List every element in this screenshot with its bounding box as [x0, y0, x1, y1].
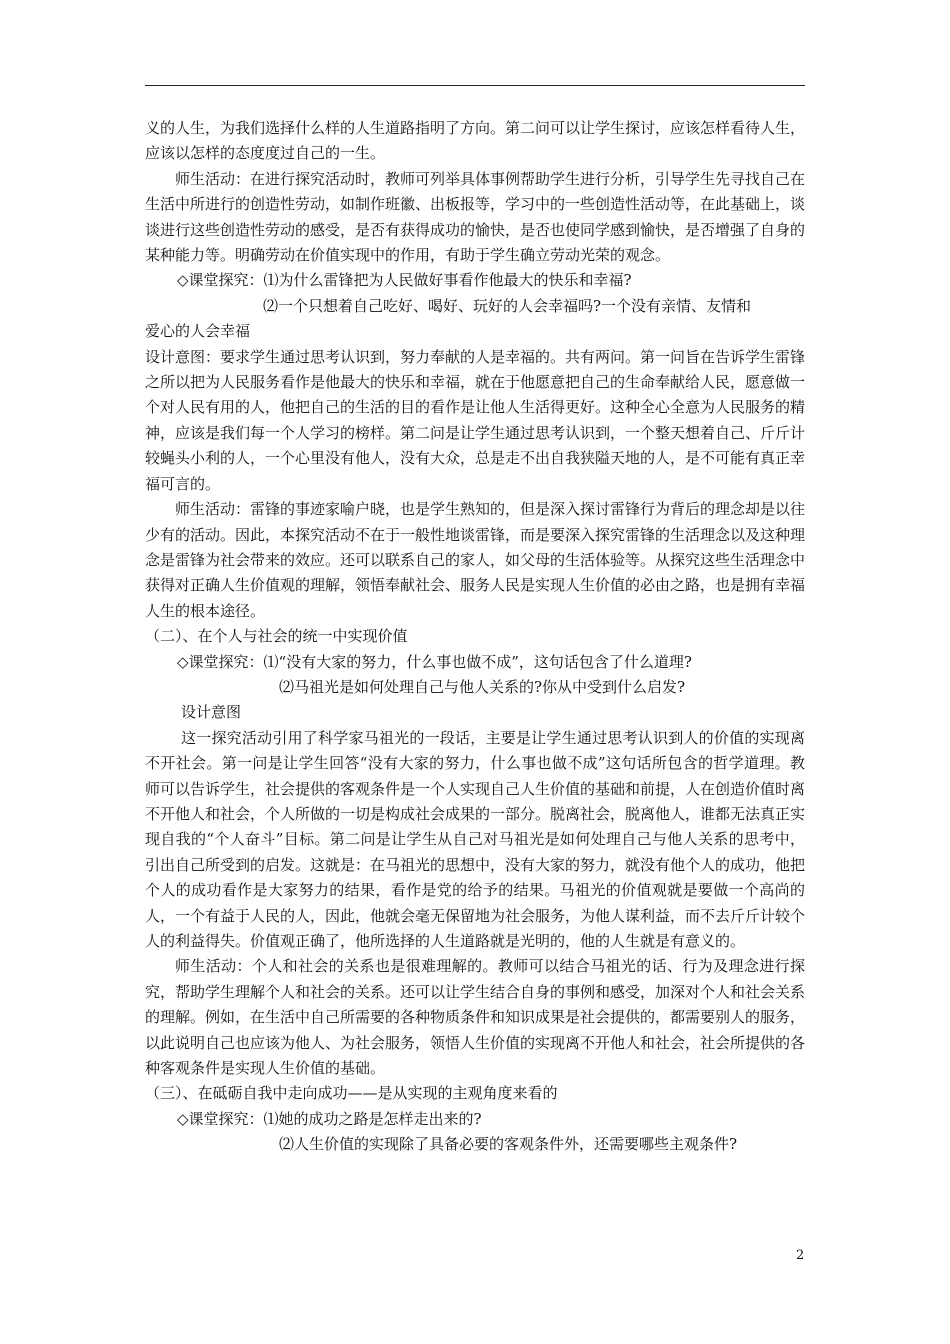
- paragraph-4: ⑵一个只想着自己吃好、喝好、玩好的人会幸福吗?一个没有亲情、友情和: [263, 296, 752, 315]
- paragraph-5: 爱心的人会幸福: [145, 322, 251, 341]
- section-heading-2: （二）、在个人与社会的统一中实现价值: [145, 627, 408, 646]
- paragraph-7: 师生活动：雷锋的事迹家喻户晓，也是学生熟知的，但是深入探讨雷锋行为背后的理念却是以往少有的活动。因此，本探究活动不在于一般性地谈雷锋，而是要深入探究雷锋的生活理念以及这种理念是雷锋为社会带来的效应。还可以联系自己的家人，如父母的生活体验等。从探究这些生活理念中获得对正确人生价值观的理解，领悟奉献社会、服务人民是实现人生价值的必由之路，也是拥有幸福人生的根本途径。: [145, 500, 806, 620]
- section-heading-3: （三）、在砥砺自我中走向成功——是从实现的主观角度来看的: [145, 1084, 558, 1103]
- paragraph-9: ◇课堂探究：⑴“没有大家的努力，什么事也做不成”，这句话包含了什么道理?: [177, 652, 692, 671]
- paragraph-3: ◇课堂探究：⑴为什么雷锋把为人民做好事看作他最大的快乐和幸福?: [177, 271, 632, 290]
- paragraph-1: 义的人生，为我们选择什么样的人生道路指明了方向。第二问可以让学生探讨，应该怎样看待人生，应该以怎样的态度度过自己的一生。: [145, 119, 806, 163]
- paragraph-15: ◇课堂探究：⑴她的成功之路是怎样走出来的?: [177, 1109, 482, 1128]
- paragraph-13: 师生活动：个人和社会的关系也是很难理解的。教师可以结合马祖光的话、行为及理念进行探究，帮助学生理解个人和社会的关系。还可以让学生结合自身的事例和感受，加深对个人和社会关系的理解。例如，在生活中自己所需要的各种物质条件和知识成果是社会提供的，都需要别人的服务，以此说明自己也应该为他人、为社会服务，领悟人生价值的实现离不开他人和社会，社会所提供的各种客观条件是实现人生价值的基础。: [145, 957, 806, 1078]
- page-number: 2: [796, 1248, 805, 1263]
- paragraph-2: 师生活动：在进行探究活动时，教师可列举具体事例帮助学生进行分析，引导学生先寻找自己在生活中所进行的创造性劳动，如制作班徽、出板报等，学习中的一些创造性活动等，在此基础上，谈谈进行这些创造性劳动的感受，是否有获得成功的愉快，是否也使同学感到愉快，是否增强了自身的某种能力等。明确劳动在价值实现中的作用，有助于学生确立劳动光荣的观念。: [145, 169, 806, 265]
- paragraph-11: 设计意图: [181, 703, 242, 722]
- paragraph-10: ⑵马祖光是如何处理自己与他人关系的?你从中受到什么启发?: [279, 677, 686, 696]
- paragraph-16: ⑵人生价值的实现除了具备必要的客观条件外，还需要哪些主观条件?: [279, 1135, 738, 1154]
- header-rule: [145, 85, 805, 86]
- paragraph-6: 设计意图：要求学生通过思考认识到，努力奉献的人是幸福的。共有两问。第一问旨在告诉学生雷锋之所以把为人民服务看作是他最大的快乐和幸福，就在于他愿意把自己的生命奉献给人民，愿意做一个对人民有用的人，他把自己的生活的目的看作是让他人生活得更好。这种全心全意为人民服务的精神，应该是我们每一个人学习的榜样。第二问是让学生通过思考认识到，一个整天想着自己、斤斤计较蝇头小利的人，一个心里没有他人，没有大众，总是走不出自我狭隘天地的人，是不可能有真正幸福可言的。: [145, 347, 806, 493]
- document-body: [145, 116, 805, 1158]
- paragraph-12: 这一探究活动引用了科学家马祖光的一段话，主要是让学生通过思考认识到人的价值的实现离不开社会。第一问是让学生回答“没有大家的努力，什么事也做不成”这句话所包含的哲学道理。教师可以告诉学生，社会提供的客观条件是一个人实现自己人生价值的基础和前提，人在创造价值时离不开他人和社会，个人所做的一切是构成社会成果的一部分。脱离社会，脱离他人，谁都无法真正实现自我的“个人奋斗”目标。第二问是让学生从自己对马祖光是如何处理自己与他人关系的思考中，引出自己所受到的启发。这就是：在马祖光的思想中，没有大家的努力，就没有他个人的成功，他把个人的成功看作是大家努力的结果，看作是党的给予的结果。马祖光的价值观就是要做一个高尚的人，一个有益于人民的人，因此，他就会毫无保留地为社会服务，为他人谋利益，而不去斤斤计较个人的利益得失。价值观正确了，他所选择的人生道路就是光明的，他的人生就是有意义的。: [145, 728, 806, 950]
